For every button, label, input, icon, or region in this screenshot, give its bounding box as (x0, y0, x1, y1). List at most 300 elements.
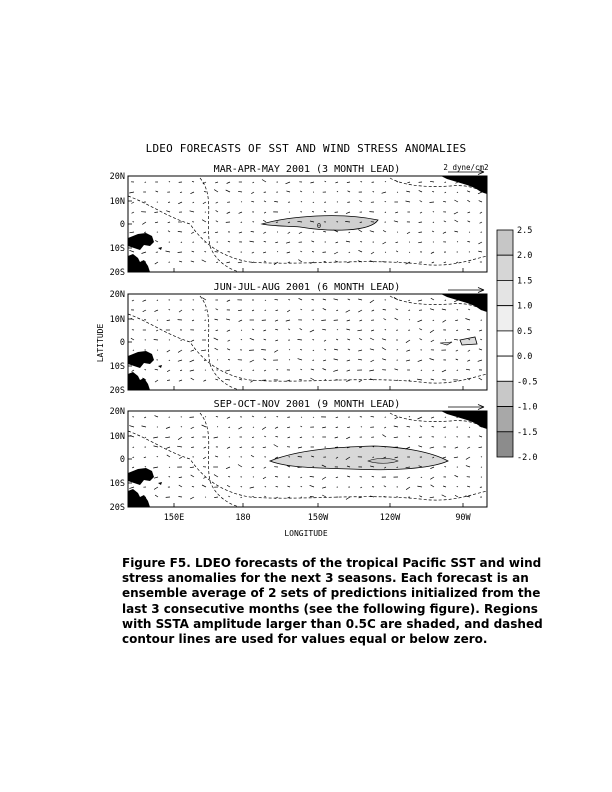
wind-vector (154, 446, 159, 447)
wind-vector (418, 242, 422, 243)
wind-vector (238, 262, 242, 263)
wind-vector (227, 485, 230, 487)
island-land (158, 247, 162, 250)
wind-vector (385, 212, 386, 213)
wind-vector (443, 201, 446, 202)
wind-vector (214, 190, 218, 192)
wind-vector (394, 221, 398, 222)
wind-vector (334, 359, 338, 360)
y-tick-label: 10S (109, 479, 125, 489)
wind-vector (275, 476, 278, 477)
wind-vector (383, 242, 387, 244)
wind-vector (298, 339, 303, 340)
y-tick-label: 0 (119, 455, 125, 465)
wind-vector (480, 339, 482, 340)
wind-vector (360, 222, 362, 223)
wind-vector (465, 319, 470, 321)
wind-vector (203, 232, 206, 233)
wind-vector (313, 320, 314, 321)
wind-vector (359, 338, 362, 340)
wind-vector (153, 437, 158, 438)
wind-vector (433, 222, 434, 223)
wind-vector (442, 370, 446, 372)
wind-vector (430, 497, 434, 498)
wind-vector (313, 417, 314, 418)
y-tick-label: 10N (109, 315, 125, 325)
wind-vector (357, 330, 362, 331)
wind-vector (445, 300, 446, 301)
wind-vector (310, 476, 314, 477)
wind-vector (190, 467, 194, 468)
wind-vector (215, 182, 218, 183)
wind-vector (478, 360, 482, 361)
wind-vector (252, 329, 254, 330)
wind-vector (252, 252, 254, 253)
wind-vector (145, 437, 146, 438)
wind-vector (468, 212, 471, 213)
wind-vector (418, 446, 422, 447)
wind-vector (169, 477, 170, 478)
wind-vector (456, 330, 458, 331)
wind-vector (155, 240, 158, 242)
wind-vector (202, 425, 206, 427)
wind-vector (142, 252, 147, 254)
wind-vector (395, 212, 398, 213)
wind-vector (204, 191, 206, 192)
forecast-panel (110, 399, 487, 513)
wind-vector (455, 320, 458, 321)
wind-vector (201, 350, 206, 351)
wind-vector (204, 360, 206, 361)
panels-group (110, 163, 489, 523)
wind-vector (409, 436, 410, 437)
wind-vector (252, 467, 254, 468)
colorbar-swatch (497, 356, 513, 381)
colorbar-tick-label: -0.5 (517, 377, 538, 388)
wind-vector (277, 251, 278, 252)
wind-vector (394, 426, 398, 427)
wind-vector (347, 370, 350, 371)
wind-vector (227, 417, 230, 418)
wind-vector (432, 262, 434, 263)
wind-vector (166, 447, 170, 448)
wind-vector (156, 191, 159, 192)
wind-vector (478, 242, 482, 244)
wind-vector (277, 416, 279, 417)
wind-vector (373, 192, 374, 193)
wind-vector (395, 318, 398, 320)
y-tick-label: 20N (109, 290, 125, 300)
wind-vector (383, 309, 386, 310)
wind-vector (263, 447, 266, 448)
x-tick-label: 150E (163, 513, 185, 523)
wind-vector (298, 467, 303, 468)
wind-vector (334, 349, 338, 350)
wind-vector (479, 330, 482, 331)
colorbar-tick-label: 1.5 (517, 276, 533, 287)
wind-vector (311, 369, 314, 370)
wind-vector (385, 329, 386, 330)
wind-vector (406, 360, 410, 361)
wind-vector (396, 242, 399, 243)
wind-vector (263, 220, 266, 222)
wind-vector (192, 486, 194, 487)
wind-vector (239, 320, 242, 322)
wind-vector (262, 427, 266, 430)
wind-vector (202, 220, 206, 222)
wind-vector (239, 379, 242, 380)
wind-vector (215, 456, 218, 457)
wind-vector (288, 299, 290, 300)
wind-vector (287, 310, 290, 312)
wind-vector (348, 191, 351, 192)
wind-vector (382, 348, 386, 350)
wind-vector (144, 232, 146, 233)
wind-vector (419, 496, 422, 497)
wind-vector (275, 320, 278, 321)
wind-vector (466, 457, 470, 459)
wind-vector (373, 457, 375, 458)
wind-vector (300, 251, 302, 252)
wind-vector (406, 191, 410, 192)
wind-vector (155, 369, 158, 370)
wind-vector (154, 487, 158, 489)
wind-vector (310, 378, 314, 380)
y-tick-label: 20S (109, 386, 125, 396)
wind-vector (129, 426, 134, 427)
wind-vector (347, 360, 350, 361)
wind-vector (215, 348, 218, 350)
wind-vector (168, 231, 170, 232)
wind-vector (165, 437, 170, 438)
wind-vector (385, 201, 386, 202)
wind-vector (167, 380, 170, 381)
wind-vector (313, 360, 315, 361)
wind-vector (288, 329, 290, 330)
caption-line: contour lines are used for values equal or below zero. (122, 632, 488, 647)
new-guinea-land (128, 233, 154, 250)
wind-vector (442, 495, 446, 497)
wind-vector (337, 329, 338, 330)
y-tick-label: 0 (119, 338, 125, 348)
wind-vector (216, 202, 218, 203)
wind-vector (299, 232, 302, 234)
wind-vector (263, 477, 266, 479)
wind-vector (409, 417, 410, 418)
wind-vector (444, 262, 446, 263)
wind-vector (346, 310, 350, 312)
wind-vector (349, 232, 350, 233)
wind-vector (325, 181, 326, 182)
wind-vector (143, 310, 146, 312)
wind-vector (264, 339, 266, 340)
wind-vector (323, 231, 326, 232)
wind-vector (274, 350, 278, 352)
wind-vector (263, 330, 266, 331)
wind-vector (348, 299, 350, 300)
wind-vector (480, 222, 482, 223)
x-tick-label: 120W (379, 513, 401, 523)
wind-vector (264, 241, 266, 242)
wind-vector (347, 476, 350, 477)
wind-vector (252, 437, 254, 438)
wind-vector (181, 242, 182, 243)
wind-vector (454, 231, 458, 232)
wind-vector (264, 496, 266, 497)
wind-vector (251, 192, 254, 194)
colorbar-tick-label: -1.0 (517, 402, 538, 413)
wind-vector (241, 370, 242, 371)
wind-vector (262, 180, 266, 183)
wind-vector (227, 447, 230, 448)
wind-vector (479, 378, 482, 380)
wind-vector (154, 310, 158, 312)
wind-vector (238, 465, 242, 468)
wind-vector (313, 202, 314, 203)
y-tick-label: 20S (109, 503, 125, 513)
wind-vector (406, 487, 410, 490)
wind-vector (275, 299, 279, 300)
wind-vector (169, 181, 170, 182)
wind-vector (457, 486, 458, 487)
wind-vector (468, 221, 471, 222)
wind-vector (204, 330, 206, 331)
wind-vector (346, 329, 350, 330)
wind-vector (418, 320, 423, 322)
wind-vector (287, 427, 290, 428)
wind-vector (443, 232, 446, 233)
wind-vector (145, 369, 147, 370)
wind-vector (420, 339, 423, 340)
wind-vector (396, 181, 398, 182)
wind-vector (215, 319, 219, 320)
wind-vector (192, 181, 194, 182)
wind-vector (430, 359, 435, 361)
wind-vector (419, 190, 422, 192)
wind-vector (190, 192, 194, 194)
wind-vector (372, 310, 374, 311)
wind-vector (155, 380, 158, 382)
wind-vector (418, 300, 422, 301)
australia-land (128, 372, 150, 390)
colorbar-tick-label: 2.5 (517, 226, 533, 236)
wind-vector (225, 379, 230, 380)
scale-label: 2 dyne/cm2 (443, 163, 489, 172)
wind-vector (144, 457, 146, 458)
wind-vector (334, 299, 339, 300)
wind-vector (371, 252, 374, 254)
wind-vector (274, 445, 278, 448)
wind-vector (178, 202, 182, 204)
wind-vector (432, 191, 434, 192)
wind-vector (407, 232, 410, 234)
wind-vector (252, 262, 254, 263)
wind-vector (430, 181, 434, 182)
wind-vector (286, 242, 290, 243)
wind-vector (358, 250, 362, 252)
land-east (441, 176, 487, 194)
wind-vector (396, 251, 398, 252)
caption-line: stress anomalies for the next 3 seasons. Each forecast is an (122, 571, 529, 586)
wind-vector (299, 380, 302, 381)
wind-vector (179, 485, 182, 487)
wind-vector (430, 447, 434, 448)
wind-vector (348, 349, 350, 350)
wind-vector (228, 476, 230, 477)
wind-vector (264, 436, 266, 437)
wind-vector (479, 349, 482, 350)
wind-vector (322, 495, 326, 497)
wind-vector (312, 252, 314, 253)
wind-vector (241, 222, 242, 223)
australia-land (128, 489, 150, 507)
wind-vector (238, 310, 242, 311)
wind-vector (265, 300, 266, 301)
wind-vector (394, 369, 398, 370)
y-tick-label: 10S (109, 362, 125, 372)
wind-vector (300, 309, 302, 310)
wind-vector (384, 486, 386, 487)
y-tick-label: 10N (109, 197, 125, 207)
wind-vector (215, 232, 218, 233)
wind-vector (264, 201, 266, 202)
wind-vector (169, 467, 170, 468)
wind-vector (132, 212, 134, 213)
wind-vector (419, 222, 422, 223)
wind-vector (385, 181, 386, 182)
wind-vector (241, 339, 242, 340)
wind-vector (191, 378, 194, 380)
wind-vector (214, 338, 218, 340)
wind-vector (346, 380, 350, 382)
wind-vector (143, 300, 147, 301)
wind-vector (384, 319, 387, 321)
new-guinea-land (128, 351, 154, 368)
colorbar-swatch (497, 407, 513, 432)
panel-frame (128, 294, 487, 390)
wind-vector (251, 455, 254, 457)
wind-vector (432, 426, 434, 427)
caption-line: last 3 consecutive months (see the following figure). Regions (122, 601, 538, 616)
x-tick-label: 90W (455, 513, 471, 523)
wind-vector (155, 416, 159, 417)
wind-vector (169, 309, 170, 310)
panel-title: MAR-APR-MAY 2001 (3 MONTH LEAD) (213, 164, 401, 175)
wind-vector (479, 436, 482, 437)
island-land (158, 482, 162, 485)
wind-vector (191, 427, 194, 429)
x-tick-label: 180 (235, 513, 251, 523)
wind-vector (167, 320, 170, 321)
wind-vector (359, 201, 362, 203)
dashed-contour (200, 178, 240, 272)
wind-vector (132, 300, 134, 301)
forecast-panel (110, 164, 487, 278)
wind-vector (228, 241, 230, 242)
contour-label: 0 (316, 222, 322, 230)
wind-vector (454, 457, 458, 458)
wind-vector (358, 299, 362, 300)
wind-vector (323, 369, 327, 371)
wind-vector (478, 251, 482, 252)
colorbar-swatch (497, 306, 513, 331)
wind-vector (407, 182, 410, 183)
wind-vector (359, 380, 362, 382)
americas-land (441, 294, 487, 312)
wind-vector (312, 212, 314, 213)
wind-vector (144, 417, 146, 418)
wind-vector (347, 262, 350, 263)
wind-vector (430, 202, 435, 203)
wind-vector (216, 416, 218, 417)
wind-vector (383, 230, 386, 232)
wind-vector (157, 300, 158, 301)
wind-vector (275, 340, 278, 341)
wind-vector (370, 338, 374, 340)
wind-vector (166, 251, 171, 252)
y-axis-label: LATITUDE (96, 323, 105, 363)
wind-vector (276, 369, 278, 370)
wind-vector (301, 426, 303, 427)
wind-vector (454, 200, 458, 202)
wind-vector (288, 232, 290, 234)
wind-vector (445, 182, 447, 183)
wind-vector (144, 320, 146, 321)
wind-vector (421, 370, 422, 371)
wind-vector (179, 477, 182, 478)
wind-vector (335, 437, 338, 438)
wind-vector (467, 200, 470, 202)
wind-vector (142, 426, 147, 427)
wind-vector (432, 231, 434, 232)
wind-vector (275, 329, 278, 330)
wind-vector (214, 437, 218, 438)
wind-vector (191, 447, 194, 448)
wind-vector (443, 320, 447, 322)
wind-vector (167, 370, 170, 372)
wind-vector (261, 350, 266, 351)
wind-vector (335, 447, 338, 448)
wind-vector (443, 486, 446, 487)
wind-vector (226, 190, 230, 192)
wind-vector (253, 370, 254, 371)
wind-vector (336, 427, 338, 428)
colorbar-tick-label: -2.0 (517, 453, 538, 463)
wind-vector (323, 299, 326, 300)
wind-vector (430, 309, 434, 310)
wind-vector (286, 182, 291, 184)
wind-vector (407, 477, 410, 479)
wind-vector (298, 260, 302, 262)
wind-vector (454, 212, 458, 214)
wind-vector (467, 360, 470, 361)
wind-vector (253, 182, 255, 183)
wind-vector (480, 212, 482, 213)
wind-vector (358, 230, 362, 232)
wind-vector (313, 340, 315, 341)
wind-vector (142, 222, 146, 224)
wind-vector (226, 467, 230, 469)
wind-vector (323, 360, 326, 361)
wind-vector (239, 232, 242, 233)
wind-vector (179, 310, 182, 312)
wind-vector (431, 252, 434, 254)
y-tick-label: 20S (109, 268, 125, 278)
wind-vector (275, 242, 278, 243)
colorbar-swatch (497, 331, 513, 356)
island-land (158, 365, 162, 368)
caption-line: ensemble average of 2 sets of predictions initialized from the (122, 586, 541, 601)
